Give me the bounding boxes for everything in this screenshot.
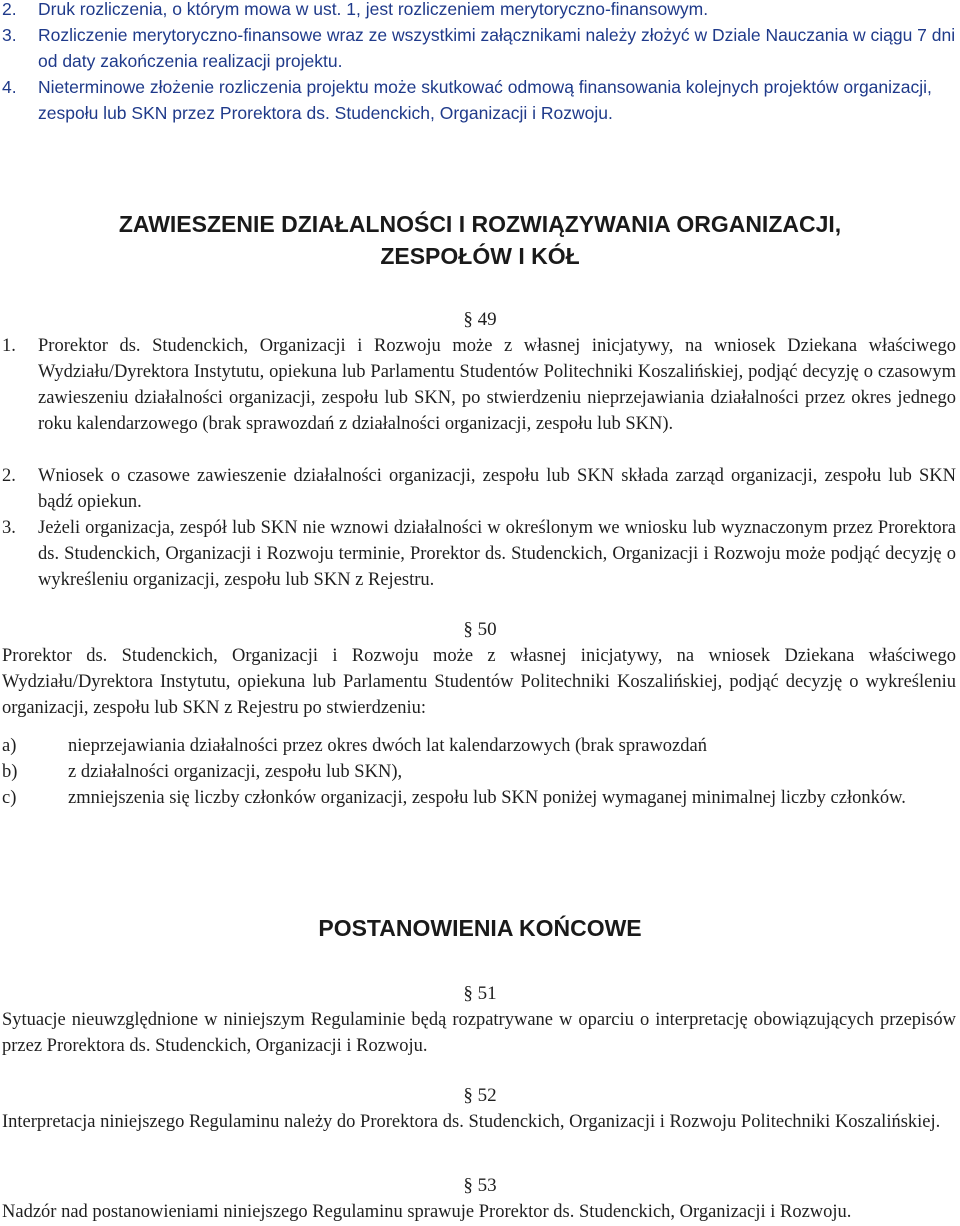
paragraph-text: Interpretacja niniejszego Regulaminu należy do Prorektora ds. Studenckich, Organizacji i Rozwoju Politechniki Koszalińskiej. bbox=[2, 1112, 941, 1132]
paragraph-sign: § 49 bbox=[463, 309, 497, 330]
list-item-text: Nieterminowe złożenie rozliczenia projektu może skutkować odmową finansowania kolejnych projektów organizacji, zespołu lub SKN przez Prorektora ds. Studenckich, Organizacji i Rozwoju. bbox=[38, 77, 932, 123]
section-heading: ZAWIESZENIE DZIAŁALNOŚCI I ROZWIĄZYWANIA ORGANIZACJI, bbox=[118, 211, 842, 237]
list-item-text: Druk rozliczenia, o którym mowa w ust. 1, jest rozliczeniem merytoryczno-finansowym. bbox=[38, 0, 709, 19]
paragraph-sign: § 53 bbox=[463, 1175, 497, 1196]
paragraph-text: Nadzór nad postanowieniami niniejszego Regulaminu sprawuje Prorektor ds. Studenckich, Organizacji i Rozwoju. bbox=[2, 1202, 852, 1222]
paragraph-text: Prorektor ds. Studenckich, Organizacji i Rozwoju może z własnej inicjatywy, na wniosek Dziekana właściwego Wydziału/Dyrektora Instytutu, opiekuna lub Parlamentu Studentów Politechniki Koszalińskiej, podjąć decyzję o wykreśleniu organizacji, zespołu lub SKN z Rejestru po stwierdzeniu: bbox=[2, 646, 956, 718]
list-number: 3. bbox=[2, 518, 16, 538]
list-number: 1. bbox=[2, 336, 16, 356]
list-letter: c) bbox=[2, 788, 17, 808]
section-heading: POSTANOWIENIA KOŃCOWE bbox=[318, 915, 642, 941]
list-letter: a) bbox=[2, 736, 17, 756]
list-item-text: Rozliczenie merytoryczno-finansowe wraz ze wszystkimi załącznikami należy złożyć w Dziale Nauczania w ciągu 7 dni od daty zakończenia realizacji projektu. bbox=[38, 25, 956, 71]
list-item-text: Prorektor ds. Studenckich, Organizacji i Rozwoju może z własnej inicjatywy, na wniosek Dziekana właściwego Wydziału/Dyrektora Instytutu, opiekuna lub Parlamentu Studentów Politechniki Koszalińskiej, podjąć decyzję o czasowym zawieszeniu działalności organizacji, zespołu lub SKN, po stwierdzeniu nieprzejawiania działalności przez okres jednego roku kalendarzowego (brak sprawozdań z działalności organizacji, zespołu lub SKN). bbox=[38, 336, 956, 434]
paragraph-sign: § 50 bbox=[463, 619, 497, 640]
list-number: 2. bbox=[2, 0, 17, 19]
list-item-text: zmniejszenia się liczby członków organizacji, zespołu lub SKN poniżej wymaganej minimalnej liczby członków. bbox=[68, 788, 906, 808]
paragraph-sign: § 52 bbox=[463, 1085, 497, 1106]
paragraph-sign: § 51 bbox=[463, 983, 497, 1004]
list-item-text: Jeżeli organizacja, zespół lub SKN nie wznowi działalności w określonym we wniosku lub wyznaczonym przez Prorektora ds. Studenckich, Organizacji i Rozwoju terminie, Prorektor ds. Studenckich, Organizacji i Rozwoju może podjąć decyzję o wykreśleniu organizacji, zespołu lub SKN z Rejestru. bbox=[38, 518, 956, 590]
list-item-text: nieprzejawiania działalności przez okres dwóch lat kalendarzowych (brak sprawozdań bbox=[68, 736, 707, 756]
list-number: 3. bbox=[2, 25, 17, 45]
list-item-text: z działalności organizacji, zespołu lub SKN), bbox=[68, 762, 403, 782]
paragraph-text: Sytuacje nieuwzględnione w niniejszym Regulaminie będą rozpatrywane w oparciu o interpretację obowiązujących przepisów przez Prorektora ds. Studenckich, Organizacji i Rozwoju. bbox=[2, 1010, 956, 1056]
list-item-text: Wniosek o czasowe zawieszenie działalności organizacji, zespołu lub SKN składa zarząd organizacji, zespołu lub SKN bądź opiekun. bbox=[38, 466, 956, 512]
list-number: 2. bbox=[2, 466, 16, 486]
section-heading: ZESPOŁÓW I KÓŁ bbox=[380, 243, 580, 269]
list-letter: b) bbox=[2, 762, 18, 782]
list-number: 4. bbox=[2, 77, 17, 97]
